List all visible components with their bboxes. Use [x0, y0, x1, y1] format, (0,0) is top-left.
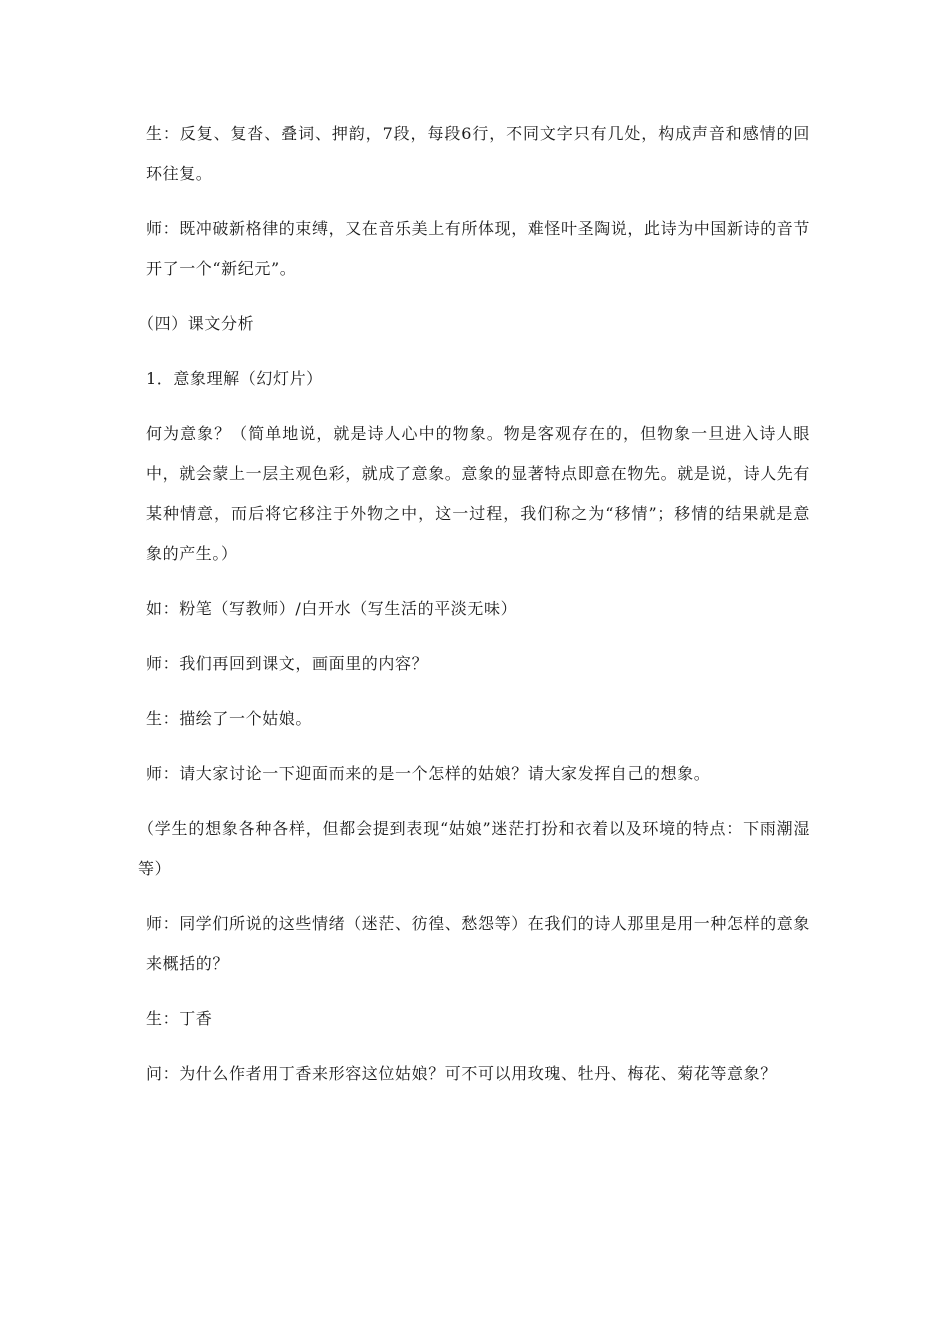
paragraph-student-lilac: 生：丁香 [146, 1009, 213, 1028]
paragraph-teacher-emotions-question: 师：同学们所说的这些情绪（迷茫、彷徨、愁怨等）在我们的诗人那里是用一种怎样的意象来概括的？ [146, 914, 811, 973]
subheading-imagery-understanding: 1．意象理解（幻灯片） [146, 369, 323, 388]
paragraph-teacher-new-era: 师：既冲破新格律的束缚，又在音乐美上有所体现，难怪叶圣陶说，此诗为中国新诗的音节开了一个“新纪元”。 [146, 219, 811, 278]
paragraph-what-is-imagery: 何为意象？（简单地说，就是诗人心中的物象。物是客观存在的，但物象一旦进入诗人眼中，就会蒙上一层主观色彩，就成了意象。意象的显著特点即意在物先。就是说，诗人先有某种情意，而后将它移注于外物之中，这一过程，我们称之为“移情”；移情的结果就是意象的产生。） [146, 424, 811, 563]
paragraph-imagery-examples: 如：粉笔（写教师）/白开水（写生活的平淡无味） [146, 599, 518, 618]
paragraph-teacher-back-to-text: 师：我们再回到课文，画面里的内容？ [146, 654, 429, 673]
document-page [138, 114, 811, 1109]
paragraph-question-why-lilac: 问：为什么作者用丁香来形容这位姑娘？可不可以用玫瑰、牡丹、梅花、菊花等意象？ [146, 1064, 777, 1083]
paragraph-student-imagination-note: （学生的想象各种各样，但都会提到表现“姑娘”迷茫打扮和衣着以及环境的特点：下雨潮湿等） [138, 819, 810, 878]
paragraph-student-answer-repetition: 生：反复、复沓、叠词、押韵，7段，每段6行，不同文字只有几处，构成声音和感情的回环往复。 [146, 124, 810, 183]
paragraph-student-girl: 生：描绘了一个姑娘。 [146, 709, 313, 728]
paragraph-teacher-discussion: 师：请大家讨论一下迎面而来的是一个怎样的姑娘？请大家发挥自己的想象。 [146, 764, 711, 783]
section-heading-text-analysis: （四）课文分析 [138, 314, 255, 333]
